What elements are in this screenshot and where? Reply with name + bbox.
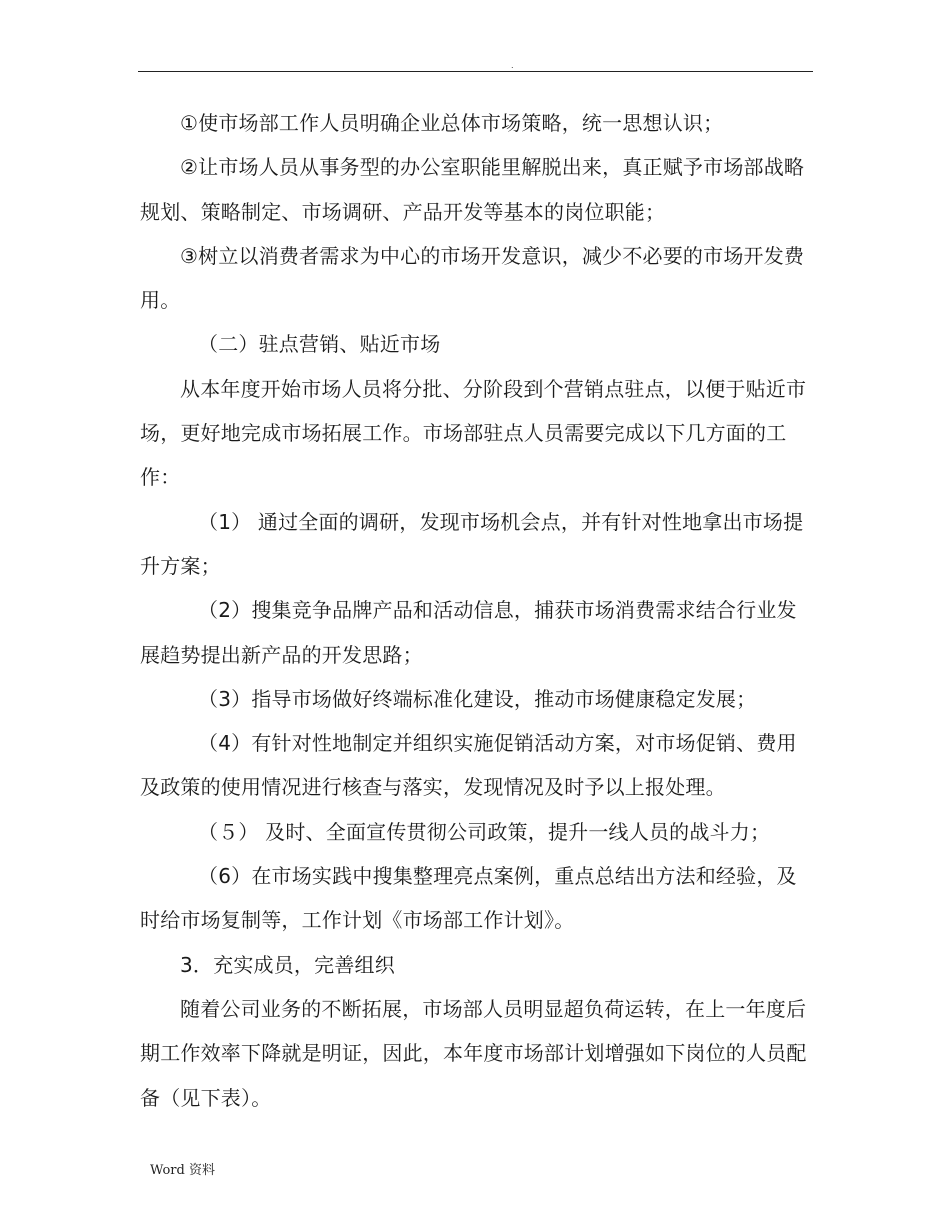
header-mark: . bbox=[511, 61, 514, 70]
footer-label: Word 资料 bbox=[150, 1163, 215, 1178]
paragraph-staffing: 随着公司业务的不断拓展，市场部人员明显超负荷运转，在上一年度后期工作效率下降就是明证，因此，本年度市场部计划增强如下岗位的人员配备（见下表）。 bbox=[140, 996, 807, 1110]
section-heading-stationed-marketing: （二）驻点营销、贴近市场 bbox=[198, 332, 441, 357]
list-item-5: （５） 及时、全面宣传贯彻公司政策，提升一线人员的战斗力； bbox=[198, 819, 771, 844]
list-item-2: （2）搜集竞争品牌产品和活动信息，捕获市场消费需求结合行业发展趋势提出新产品的开发思路； bbox=[140, 598, 797, 667]
document-body bbox=[140, 101, 812, 1120]
paragraph-stationed-intro: 从本年度开始市场人员将分批、分阶段到个营销点驻点，以便于贴近市场，更好地完成市场拓展工作。市场部驻点人员需要完成以下几方面的工作： bbox=[140, 376, 807, 490]
paragraph-goal-1: ①使市场部工作人员明确企业总体市场策略，统一思想认识； bbox=[180, 111, 724, 135]
list-item-4: （4）有针对性地制定并组织实施促销活动方案，对市场促销、费用及政策的使用情况进行核查与落实，发现情况及时予以上报处理。 bbox=[140, 731, 797, 800]
list-item-3: （3）指导市场做好终端标准化建设，推动市场健康稳定发展； bbox=[198, 686, 757, 711]
section-heading-staffing: 3．充实成员，完善组织 bbox=[180, 952, 395, 977]
header-rule bbox=[138, 71, 813, 72]
paragraph-goal-3: ③树立以消费者需求为中心的市场开发意识，减少不必要的市场开发费用。 bbox=[140, 243, 805, 313]
paragraph-goal-2: ②让市场人员从事务型的办公室职能里解脱出来，真正赋予市场部战略规划、策略制定、市场调研、产品开发等基本的岗位职能； bbox=[140, 155, 805, 224]
list-item-6: （6）在市场实践中搜集整理亮点案例，重点总结出方法和经验，及时给市场复制等，工作计划《市场部工作计划》。 bbox=[140, 864, 797, 933]
list-item-1: （1） 通过全面的调研，发现市场机会点，并有针对性地拿出市场提升方案； bbox=[140, 509, 804, 578]
